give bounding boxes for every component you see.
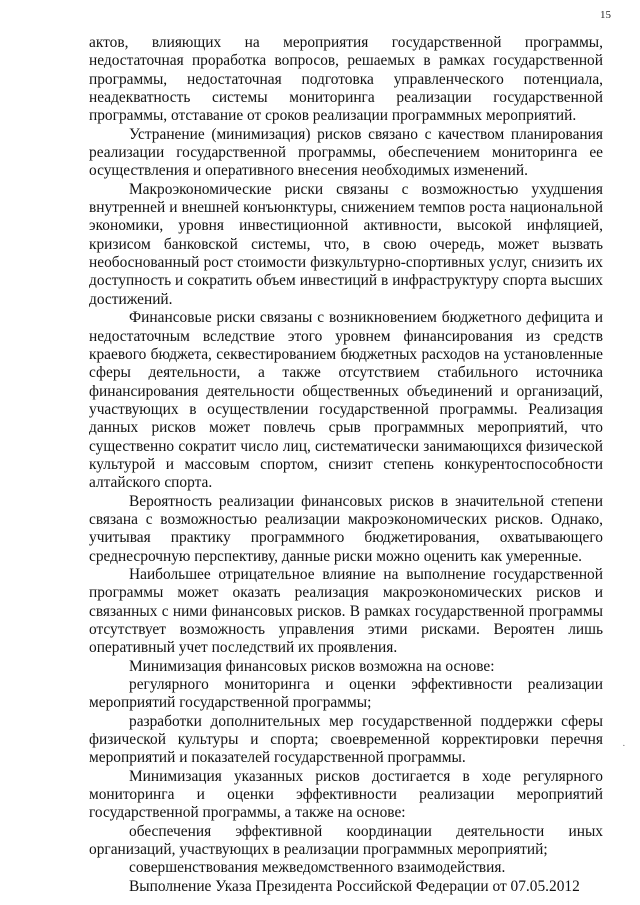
paragraph-minimization-achieved: Минимизация указанных рисков достигается в ходе регулярного мониторинга и оценки эффективности реализации мероприятий государственной программы, а также на основе: <box>89 767 603 822</box>
paragraph-financial-risk-probability: Вероятность реализации финансовых рисков в значительной степени связана с возможностью реализации макроэкономических рисков. Однако, учитывая практику программного бюджетирования, охватывающего среднесрочную перспективу, данные риски можно оценить как умеренные. <box>89 492 603 565</box>
margin-mark: · <box>622 740 626 752</box>
list-item-additional-measures: разработки дополнительных мер государственной поддержки сферы физической культуры и спорта; своевременной корректировки перечня мероприятий и показателей государственной программы. <box>89 712 603 767</box>
paragraph-risks-continuation: актов, влияющих на мероприятия государственной программы, недостаточная проработка вопросов, решаемых в рамках государственной программы, недостаточная подготовка управленческого потенциала, неадекватность системы мониторинга реализации государственной программы, отставание от сроков реализации программных мероприятий. <box>89 34 603 125</box>
list-item-monitoring: регулярного мониторинга и оценки эффективности реализации мероприятий государственной программы; <box>89 676 603 712</box>
list-item-coordination: обеспечения эффективной координации деятельности иных организаций, участвующих в реализации программных мероприятий; <box>89 822 603 859</box>
list-item-interagency: совершенствования межведомственного взаимодействия. <box>129 859 506 877</box>
paragraph-minimization-basis: Минимизация финансовых рисков возможна на основе: <box>129 657 495 675</box>
paragraph-presidential-decree: Выполнение Указа Президента Российской Федерации от 07.05.2012 <box>129 877 580 895</box>
paragraph-financial-risks: Финансовые риски связаны с возникновением бюджетного дефицита и недостаточным вследствие этого уровнем финансирования из средств краевого бюджета, секвестированием бюджетных расходов на установленные сферы деятельности, а также отсутствием стабильного источника финансирования деятельности общественных объединений и организаций, участвующих в осуществлении государственной программы. Реализация данных рисков может повлечь срыв программных мероприятий, что существенно сократит число лиц, систематически занимающихся физической культурой и массовым спортом, снизит степень конкурентоспособности алтайского спорта. <box>89 309 603 492</box>
paragraph-macroeconomic-risks: Макроэкономические риски связаны с возможностью ухудшения внутренней и внешней конъюнктуры, снижением темпов роста национальной экономики, уровня инвестиционной активности, высокой инфляцией, кризисом банковской системы, что, в свою очередь, может вызвать необоснованный рост стоимости физкультурно-спортивных услуг, снизить их доступность и сократить объем инвестиций в инфраструктуру спорта высших достижений. <box>89 180 603 308</box>
page-number: 15 <box>600 9 611 21</box>
paragraph-risk-mitigation: Устранение (минимизация) рисков связано с качеством планирования реализации государственной программы, обеспечением мониторинга ее осуществления и оперативного внесения необходимых изменений. <box>89 125 603 180</box>
paragraph-greatest-impact: Наибольшее отрицательное влияние на выполнение государственной программы может оказать реализация макроэкономических рисков и связанных с ними финансовых рисков. В рамках государственной программы отсутствует возможность управления этими рисками. Вероятен лишь оперативный учет последствий их проявления. <box>89 565 603 657</box>
document-body <box>89 34 603 896</box>
